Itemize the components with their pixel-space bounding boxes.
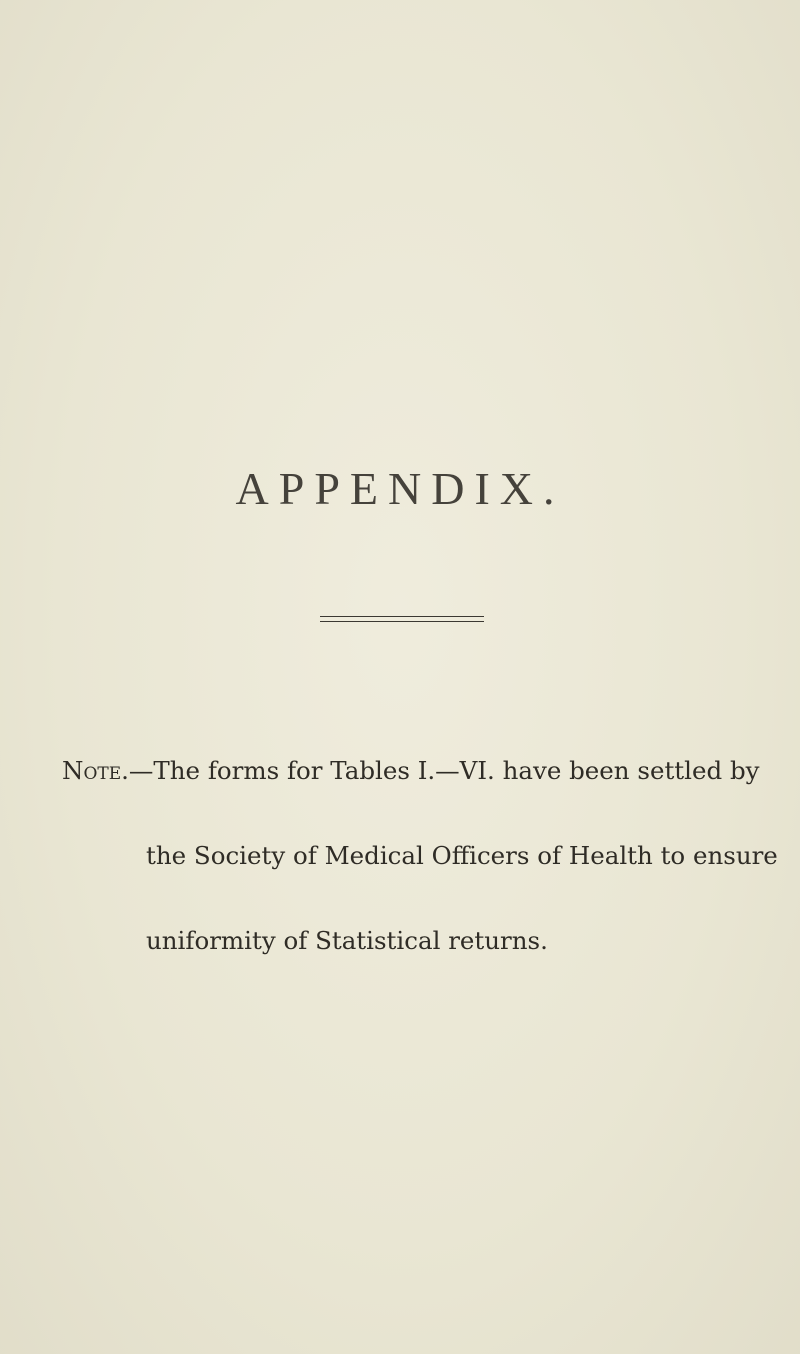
double-rule-divider xyxy=(320,616,484,622)
note-paragraph xyxy=(62,728,778,983)
note-line-1-text: —The forms for Tables I.—VI. have been settled by xyxy=(128,756,760,785)
appendix-title: APPENDIX. xyxy=(235,463,565,514)
note-line-2: the Society of Medical Officers of Health to ensure xyxy=(146,841,778,870)
note-line-1 xyxy=(62,728,760,813)
note-line-3: uniformity of Statistical returns. xyxy=(146,926,548,955)
note-label: Note. xyxy=(62,756,129,785)
